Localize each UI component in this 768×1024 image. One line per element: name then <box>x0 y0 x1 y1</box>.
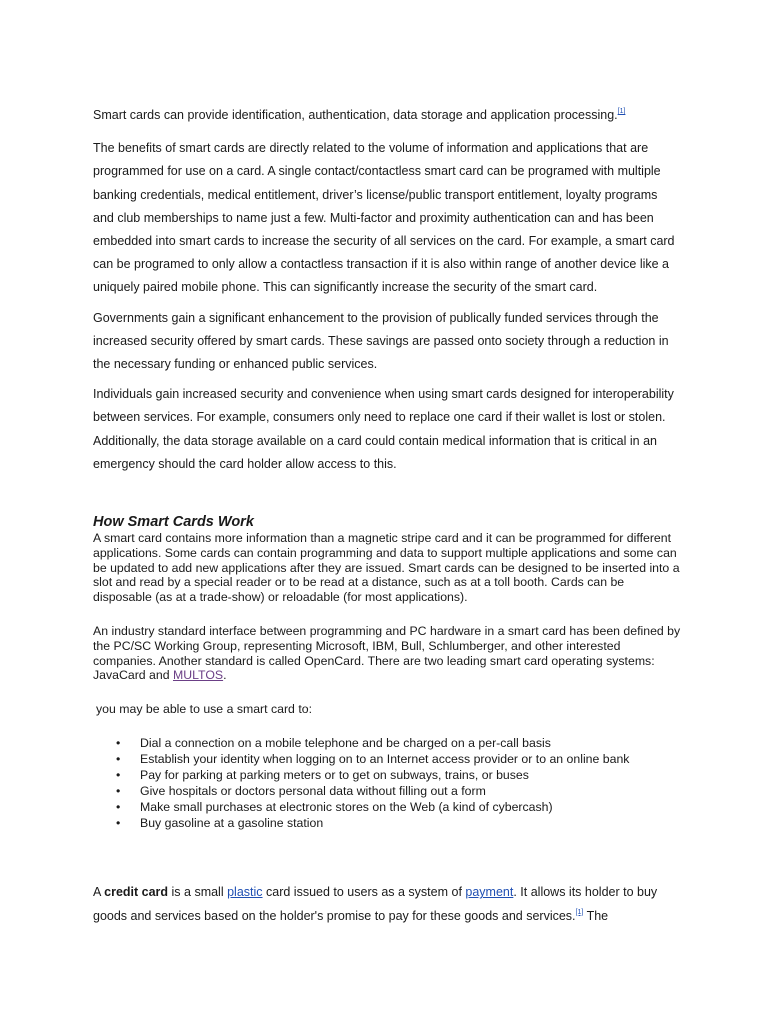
plastic-link[interactable]: plastic <box>227 885 263 900</box>
bullet-icon: • <box>116 736 121 751</box>
paragraph-how-it-works: A smart card contains more information than a magnetic stripe card and it can be programmed for different applications. Some cards can contain programming and data to support multiple applications and some can be updated to add new applications after they are issued. Smart cards can be designed to be inserted into a slot and read by a special reader or to be read at a distance, such as at a toll booth. Cards can be disposable (as at a trade-show) or reloadable (for most applications). <box>93 531 680 605</box>
paragraph-governments: Governments gain a significant enhancement to the provision of publically funded services through the increased security offered by smart cards. These savings are passed onto society through a reduction in the necessary funding or enhanced public services. <box>93 310 669 372</box>
footnote-link[interactable]: [1] <box>617 108 626 115</box>
list-item: • Pay for parking at parking meters or to get on subways, trains, or buses <box>116 767 529 782</box>
paragraph-benefits: The benefits of smart cards are directly related to the volume of information and applications that are programmed for use on a card. A single contact/contactless smart card can be programed with multiple banking credentials, medical entitlement, driver’s license/public transport entitlement, loyalty programs and club memberships to name just a few. Multi-factor and proximity authentication can and has been embedded into smart cards to increase the security of all services on the card. For example, a smart card can be programed to only allow a contactless transaction if it is also within range of another device like a uniquely paired mobile phone. This can significantly increase the security of the smart card. <box>93 141 675 295</box>
list-item: • Make small purchases at electronic stores on the Web (a kind of cybercash) <box>116 799 553 814</box>
bullet-icon: • <box>116 799 121 814</box>
section-heading: How Smart Cards Work <box>93 514 254 531</box>
list-item: • Buy gasoline at a gasoline station <box>116 815 324 830</box>
multos-link[interactable]: MULTOS <box>172 668 224 683</box>
footnote-link[interactable]: [1] <box>575 908 584 916</box>
list-intro: you may be able to use a smart card to: <box>96 702 312 717</box>
bullet-icon: • <box>116 815 121 830</box>
credit-card-term: credit card <box>104 885 169 900</box>
paragraph-credit-card: A credit card is a small plastic card issued to users as a system of payment. It allows its holder to buy goods and services based on the holder's promise to pay for these goods and services.[1] The <box>93 885 658 923</box>
list-item: • Dial a connection on a mobile telephone and be charged on a per-call basis <box>116 736 551 751</box>
list-item: • Give hospitals or doctors personal data without filling out a form <box>116 783 486 798</box>
list-item: • Establish your identity when logging on to an Internet access provider or to an online bank <box>116 751 630 766</box>
uses-list <box>93 736 681 831</box>
bullet-icon: • <box>116 767 121 782</box>
bullet-icon: • <box>116 783 121 798</box>
paragraph-standards: An industry standard interface between programming and PC hardware in a smart card has been defined by the PC/SC Working Group, representing Microsoft, IBM, Bull, Schlumberger, and other interested companies. Another standard is called OpenCard. There are two leading smart card operating systems: JavaCard and MULTOS. <box>93 624 681 683</box>
document-page <box>93 104 681 928</box>
paragraph-individuals: Individuals gain increased security and convenience when using smart cards designed for interoperability between services. For example, consumers only need to replace one card if their wallet is lost or stolen. Additionally, the data storage available on a card could contain medical information that is critical in an emergency should the card holder allow access to this. <box>93 387 674 471</box>
paragraph-intro: Smart cards can provide identification, authentication, data storage and application processing.[1] <box>93 108 626 122</box>
payment-link[interactable]: payment <box>465 885 514 900</box>
bullet-icon: • <box>116 751 121 766</box>
